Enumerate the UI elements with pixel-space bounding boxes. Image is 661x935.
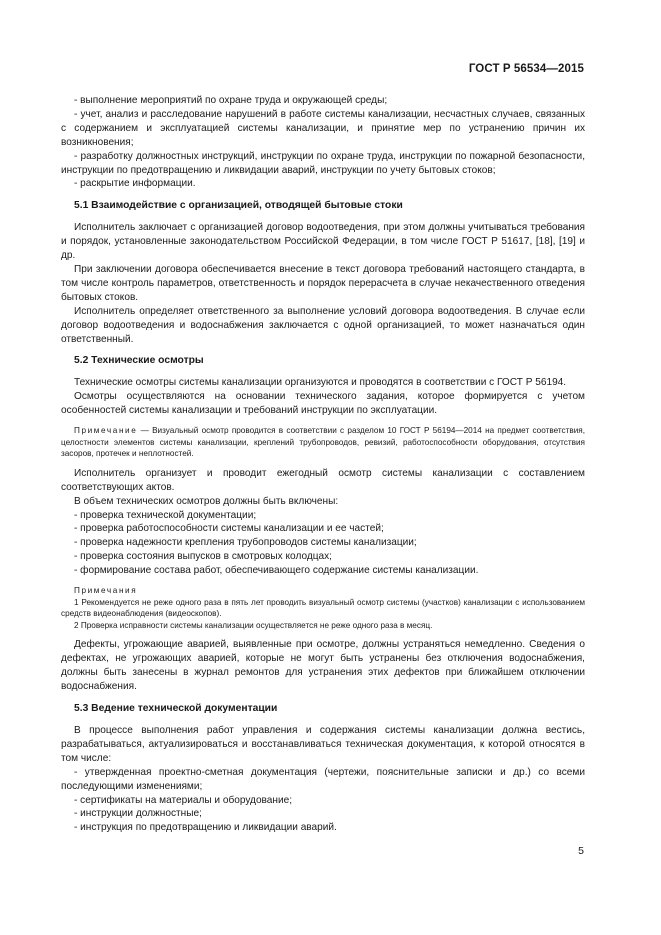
section-5-1-paragraph: Исполнитель определяет ответственного за выполнение условий договора водоотведения. В случае если договор водоотведения и водоснабжения заключается с одной организацией, то может назначаться один ответственный. bbox=[61, 305, 585, 345]
note-label: Примечание bbox=[74, 426, 138, 436]
defects-paragraph: Дефекты, угрожающие аварией, выявленные при осмотре, должны устраняться немедленно. Сведения о дефектах, не угрожающих аварией, которые не могут быть устранены без отключения водоснабжения, должны быть занесены в журнал ремонтов для устранения этих дефектов при ближайшем отключении водоснабжения. bbox=[61, 639, 585, 693]
note-text: — Визуальный осмотр проводится в соответствии с разделом 10 ГОСТ Р 56194—2014 на предмет соответствия, целостности элементов системы канализации, креплений трубопроводов, ревизий, работоспособности оборудования, отсутствия засоров, протечек и неплотностей. bbox=[61, 426, 585, 459]
documentation-item: - инструкция по предотвращению и ликвидации аварий. bbox=[74, 822, 337, 834]
document-header-standard: ГОСТ Р 56534—2015 bbox=[468, 63, 584, 75]
section-5-2-paragraph: Осмотры осуществляются на основании технического задания, которое формируется с учетом особенностей системы канализации и требований инструкции по эксплуатации. bbox=[61, 391, 585, 417]
note-item: 2 Проверка исправности системы канализации осуществляется не реже одного раза в месяц. bbox=[74, 620, 433, 630]
notes-label: Примечания bbox=[74, 586, 138, 596]
intro-item: - разработку должностных инструкций, инструкции по охране труда, инструкции по пожарной безопасности, инструкции по предотвращению и ликвидации аварий, инструкции по учету бытовых стоков; bbox=[61, 150, 585, 176]
section-5-1-heading: 5.1 Взаимодействие с организацией, отводящей бытовые стоки bbox=[74, 200, 403, 212]
scope-item: - проверка надежности крепления трубопроводов системы канализации; bbox=[74, 537, 417, 549]
scope-item: - проверка состояния выпусков в смотровых колодцах; bbox=[74, 551, 332, 563]
note-item: 1 Рекомендуется не реже одного раза в пять лет проводить визуальный осмотр системы (участков) канализации с использованием средств видеонаблюдения (видеоскопов). bbox=[61, 597, 585, 619]
section-5-1-paragraph: При заключении договора обеспечивается внесение в текст договора требований настоящего стандарта, в том числе контроль параметров, ответственность и порядок перерасчета в случае некачественного отведения бытовых стоков. bbox=[61, 263, 585, 303]
documentation-item: - сертификаты на материалы и оборудование; bbox=[74, 794, 293, 806]
page-content bbox=[61, 94, 585, 835]
scope-item: - проверка технической документации; bbox=[74, 509, 257, 521]
scope-item: - формирование состава работ, обеспечивающего содержание системы канализации. bbox=[74, 565, 479, 577]
scope-item: - проверка работоспособности системы канализации и ее частей; bbox=[74, 523, 384, 535]
section-5-2-note bbox=[61, 425, 585, 460]
section-5-2-paragraph: Технические осмотры системы канализации организуются и проводятся в соответствии с ГОСТ Р 56194. bbox=[74, 377, 567, 389]
section-5-2-heading: 5.2 Технические осмотры bbox=[74, 355, 204, 367]
section-5-2-paragraph: Исполнитель организует и проводит ежегодный осмотр системы канализации с составлением соответствующих актов. bbox=[61, 467, 585, 493]
intro-item: - раскрытие информации. bbox=[74, 178, 196, 190]
intro-item: - выполнение мероприятий по охране труда и окружающей среды; bbox=[74, 95, 388, 106]
page-number: 5 bbox=[578, 845, 584, 857]
intro-item: - учет, анализ и расследование нарушений в работе системы канализации, несчастных случаев, связанных с содержанием и эксплуатацией системы канализации, и принятие мер по устранению причин их возникновения; bbox=[61, 108, 585, 148]
section-5-3-heading: 5.3 Ведение технической документации bbox=[74, 703, 278, 715]
section-5-1-paragraph: Исполнитель заключает с организацией договор водоотведения, при этом должны учитываться требования и порядок, установленные законодательством Российской Федерации, в том числе ГОСТ Р 51617, [18], [19] и др. bbox=[61, 222, 585, 262]
section-5-3-paragraph: В процессе выполнения работ управления и содержания системы канализации должна вестись, разрабатываться, актуализироваться и восстанавливаться техническая документация, к которой относятся в том числе: bbox=[61, 724, 585, 764]
documentation-item: - инструкции должностные; bbox=[74, 808, 202, 820]
scope-intro: В объем технических осмотров должны быть включены: bbox=[74, 495, 339, 507]
documentation-item: - утвержденная проектно-сметная документация (чертежи, пояснительные записки и др.) со всеми последующими изменениями; bbox=[61, 766, 585, 792]
